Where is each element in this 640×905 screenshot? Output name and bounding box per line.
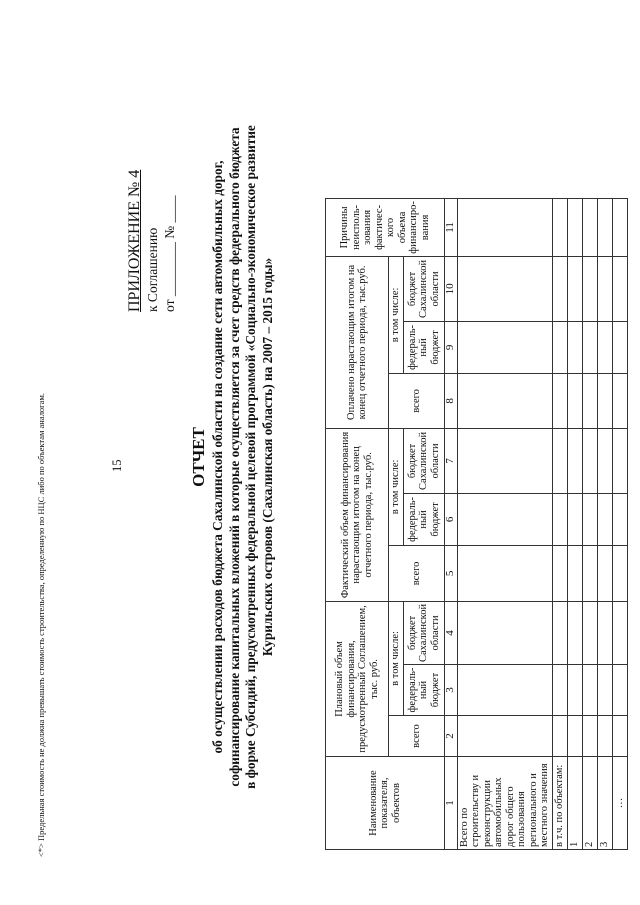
table-cell	[567, 321, 582, 373]
table-cell	[567, 373, 582, 428]
table-cell	[567, 601, 582, 664]
header-regional: бюджет Сахалинской области	[404, 256, 445, 321]
report-table	[325, 198, 628, 850]
table-cell	[582, 198, 597, 256]
header-including: в том числе:	[389, 428, 404, 545]
table-cell	[612, 493, 627, 545]
appendix-block	[126, 52, 178, 312]
table-cell	[552, 601, 567, 664]
table-cell	[457, 601, 552, 664]
header-actual: Фактический объем финансирования нарастающим итогом на конец отчетного периода, тыс.руб.	[326, 428, 389, 601]
header-row-2	[389, 198, 404, 849]
landscape-content	[28, 37, 625, 877]
column-number: 10	[445, 256, 458, 321]
table-cell	[552, 428, 567, 493]
table-cell	[582, 256, 597, 321]
header-row-1	[326, 198, 389, 849]
row-label: …	[612, 757, 627, 850]
column-number: 5	[445, 545, 458, 601]
report-title: ОТЧЕТ	[189, 427, 208, 487]
table-cell	[597, 321, 612, 373]
table-cell	[612, 545, 627, 601]
table-cell	[567, 545, 582, 601]
table-cell	[612, 716, 627, 757]
column-number: 3	[445, 665, 458, 716]
header-total: всего	[389, 545, 445, 601]
header-total: всего	[389, 716, 445, 757]
table-cell	[552, 321, 567, 373]
table-cell	[552, 198, 567, 256]
table-cell	[457, 665, 552, 716]
table-cell	[612, 256, 627, 321]
table-cell	[457, 493, 552, 545]
table-cell	[597, 665, 612, 716]
table-cell	[457, 716, 552, 757]
column-number: 2	[445, 716, 458, 757]
table-cell	[582, 545, 597, 601]
table-cell	[597, 428, 612, 493]
table-cell	[597, 256, 612, 321]
header-regional: бюджет Сахалинской области	[404, 428, 445, 493]
column-number: 6	[445, 493, 458, 545]
appendix-date-number: от ________ № ____	[162, 195, 177, 312]
table-cell	[612, 198, 627, 256]
table-cell	[582, 321, 597, 373]
table-cell	[567, 665, 582, 716]
table-cell	[612, 601, 627, 664]
table-cell	[457, 373, 552, 428]
report-heading	[188, 107, 276, 807]
row-label: 1	[567, 757, 582, 850]
table-cell	[552, 665, 567, 716]
row-label: в т.ч. по объектам:	[552, 757, 567, 850]
table-cell	[582, 601, 597, 664]
table-cell	[567, 716, 582, 757]
row-label: Всего по строительству и реконструкции автомобильных дорог общего пользования регионального и местного значения	[457, 757, 552, 850]
row-label: 3	[597, 757, 612, 850]
header-federal: федераль-ный бюджет	[404, 321, 445, 373]
table-cell	[457, 545, 552, 601]
table-row	[582, 198, 597, 849]
table-row	[552, 198, 567, 849]
table-cell	[457, 256, 552, 321]
appendix-agreement: к Соглашению	[145, 227, 160, 312]
table-cell	[567, 256, 582, 321]
appendix-title: ПРИЛОЖЕНИЕ № 4	[126, 169, 143, 312]
table-row	[612, 198, 627, 849]
header-total: всего	[389, 373, 445, 428]
table-cell	[612, 428, 627, 493]
header-name: Наименование показателя, объектов	[326, 757, 445, 850]
table-cell	[612, 373, 627, 428]
table-cell	[597, 373, 612, 428]
table-cell	[597, 601, 612, 664]
table-cell	[582, 373, 597, 428]
table-cell	[612, 321, 627, 373]
header-federal: федераль-ный бюджет	[404, 493, 445, 545]
table-cell	[552, 545, 567, 601]
header-including: в том числе:	[389, 601, 404, 715]
table-cell	[597, 716, 612, 757]
table-cell	[552, 493, 567, 545]
header-paid: Оплачено нарастающим итогом на конец отчетного периода, тыс.руб.	[326, 256, 389, 428]
table-cell	[582, 716, 597, 757]
table-cell	[597, 545, 612, 601]
header-reasons: Причины неисполь-зования фактичес-кого объема финансиро-вания	[326, 198, 445, 256]
table-cell	[552, 716, 567, 757]
column-number: 1	[445, 757, 458, 850]
table-cell	[567, 198, 582, 256]
table-row	[457, 198, 552, 849]
table-row	[567, 198, 582, 849]
footnote: <*> Предельная стоимость не должна превышать стоимость строительства, определенную по НЦС либо по объектам аналогам.	[36, 393, 46, 857]
table-cell	[457, 428, 552, 493]
row-label: 2	[582, 757, 597, 850]
header-planned: Плановый объем финансирования, предусмотренный Соглашением, тыс. руб.	[326, 601, 389, 756]
table-cell	[612, 665, 627, 716]
column-number: 4	[445, 601, 458, 664]
column-number: 11	[445, 198, 458, 256]
table-cell	[582, 493, 597, 545]
column-number: 7	[445, 428, 458, 493]
header-including: в том числе:	[389, 256, 404, 373]
table-cell	[582, 428, 597, 493]
table-cell	[597, 198, 612, 256]
table-cell	[597, 493, 612, 545]
column-number: 9	[445, 321, 458, 373]
header-federal: федераль-ный бюджет	[404, 665, 445, 716]
page-number: 15	[110, 459, 124, 472]
table-cell	[567, 493, 582, 545]
table-cell	[582, 665, 597, 716]
report-subtitle: об осуществлении расходов бюджета Сахалинской области на создание сети автомобильных дорог, софинансирование капитальных вложений в которые осуществляется за счет средств федерального бюджета в форме Субсидий, предусмотренных федеральной целевой программой «Социально-экономическое развитие Курильских островов (Сахалинская область) на 2007 – 2015 годы»	[210, 125, 275, 789]
table-cell	[552, 373, 567, 428]
header-regional: бюджет Сахалинской области	[404, 601, 445, 664]
table-cell	[552, 256, 567, 321]
table-row	[597, 198, 612, 849]
table-cell	[567, 428, 582, 493]
table-cell	[457, 321, 552, 373]
column-number: 8	[445, 373, 458, 428]
table-cell	[457, 198, 552, 256]
column-number-row	[445, 198, 458, 849]
